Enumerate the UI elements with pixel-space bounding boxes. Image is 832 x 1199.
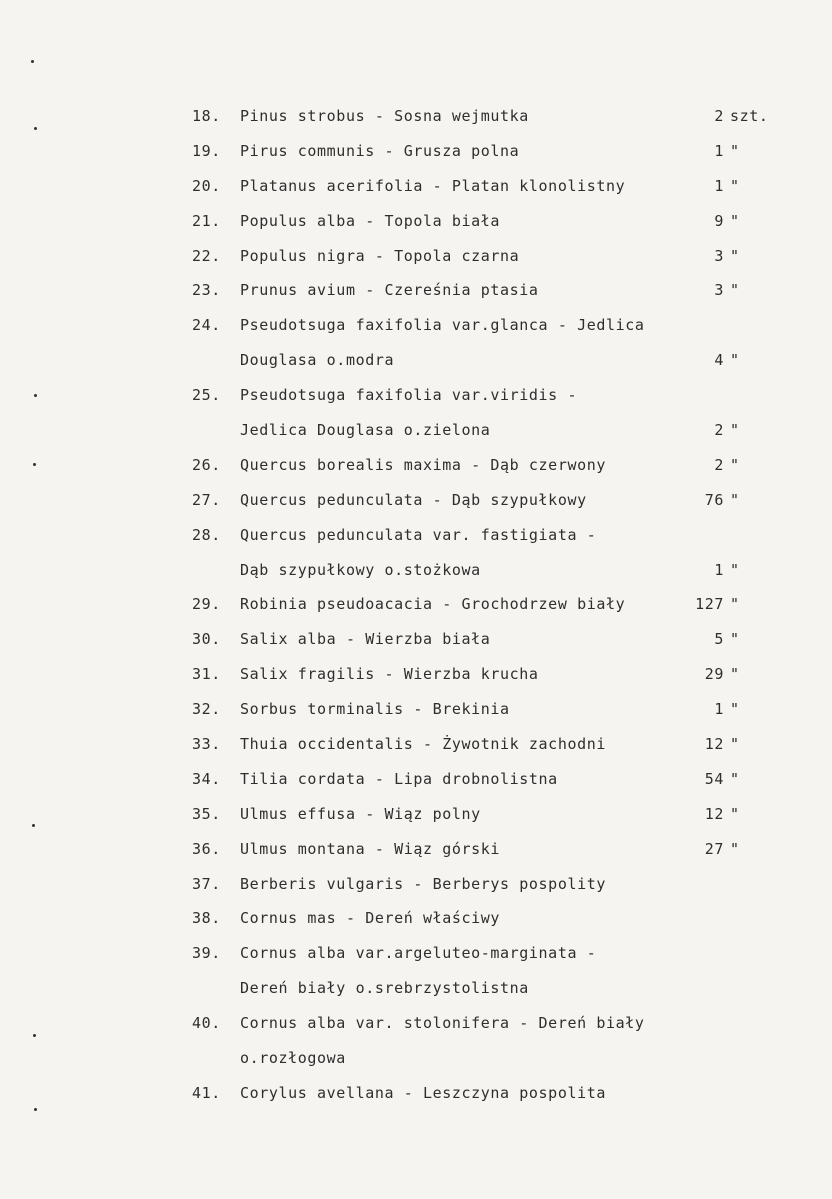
quantity-unit: " [730,281,740,300]
list-item [0,801,832,836]
quantity [660,700,780,718]
quantity [660,491,780,509]
quantity [660,1049,780,1067]
quantity-value: 127 [695,595,724,614]
quantity [660,1084,780,1102]
entry-number: 21. [192,211,221,230]
quantity-unit: " [730,421,740,440]
list-item [0,1080,832,1115]
quantity [660,456,780,474]
quantity-unit: " [730,839,740,858]
species-name: Populus nigra - Topola czarna [240,246,520,265]
entry-number: 39. [192,944,221,963]
list-item [0,731,832,766]
species-name: Pseudotsuga faxifolia var.viridis - [240,386,578,405]
species-name: Jedlica Douglasa o.zielona [240,421,491,440]
species-name: Prunus avium - Czereśnia ptasia [240,281,539,300]
species-name: Douglasa o.modra [240,351,395,370]
quantity-unit: " [730,665,740,684]
quantity [660,386,780,404]
list-item [0,522,832,557]
quantity-value: 3 [714,281,724,300]
species-name: Cornus alba var.argeluteo-marginata - [240,944,597,963]
entry-number: 27. [192,490,221,509]
quantity [660,177,780,195]
quantity [660,875,780,893]
quantity [660,212,780,230]
entry-number: 28. [192,525,221,544]
list-item [0,487,832,522]
list-item [0,208,832,243]
quantity-value: 1 [714,700,724,719]
quantity-value: 4 [714,351,724,370]
quantity [660,979,780,997]
quantity [660,840,780,858]
quantity [660,247,780,265]
list-item [0,138,832,173]
quantity [660,142,780,160]
entry-number: 18. [192,107,221,125]
species-name: Thuia occidentalis - Żywotnik zachodni [240,735,606,754]
quantity-value: 9 [714,211,724,230]
species-name: Cornus mas - Dereń właściwy [240,909,501,928]
species-name: Ulmus montana - Wiąz górski [240,839,501,858]
quantity-unit: szt. [730,107,769,125]
entry-number: 36. [192,839,221,858]
quantity [660,735,780,753]
quantity-value: 12 [704,735,724,754]
list-item [0,766,832,801]
species-name: Sorbus torminalis - Brekinia [240,700,510,719]
quantity-value: 1 [714,176,724,195]
list-item [0,173,832,208]
list-item [0,696,832,731]
list-item [0,312,832,347]
list-item [0,871,832,906]
list-item [0,382,832,417]
quantity-unit: " [730,351,740,370]
list-item [0,277,832,312]
species-name: Platanus acerifolia - Platan klonolistny [240,176,626,195]
species-name: Corylus avellana - Leszczyna pospolita [240,1083,606,1102]
quantity [660,805,780,823]
quantity [660,630,780,648]
species-name: Robinia pseudoacacia - Grochodrzew biały [240,595,626,614]
quantity-unit: " [730,211,740,230]
species-name: Populus alba - Topola biała [240,211,501,230]
list-item [0,557,832,592]
list-item [0,661,832,696]
quantity [660,665,780,683]
entry-number: 26. [192,455,221,474]
list-item [0,243,832,278]
quantity-unit: " [730,455,740,474]
species-name: Ulmus effusa - Wiąz polny [240,804,481,823]
quantity [660,595,780,613]
quantity [660,351,780,369]
species-name: Salix alba - Wierzba biała [240,630,491,649]
quantity [660,281,780,299]
quantity-unit: " [730,246,740,265]
quantity-unit: " [730,700,740,719]
quantity-value: 2 [714,107,724,125]
quantity-value: 29 [704,665,724,684]
quantity [660,944,780,962]
list-item [0,1010,832,1045]
list-item [0,452,832,487]
species-name: Pirus communis - Grusza polna [240,141,520,160]
species-name: Quercus pedunculata var. fastigiata - [240,525,597,544]
species-name: Cornus alba var. stolonifera - Dereń biały [240,1014,645,1033]
list-item [0,905,832,940]
quantity-unit: " [730,490,740,509]
quantity-value: 27 [704,839,724,858]
quantity-value: 1 [714,560,724,579]
quantity [660,526,780,544]
entry-number: 34. [192,769,221,788]
quantity [660,107,780,125]
list-item [0,347,832,382]
species-name: Quercus borealis maxima - Dąb czerwony [240,455,606,474]
species-name: Pinus strobus - Sosna wejmutka [240,107,529,125]
species-name: o.rozłogowa [240,1049,346,1068]
list-item [0,417,832,452]
species-name: Quercus pedunculata - Dąb szypułkowy [240,490,587,509]
quantity-value: 2 [714,421,724,440]
quantity-value: 76 [704,490,724,509]
entry-number: 37. [192,874,221,893]
species-name: Salix fragilis - Wierzba krucha [240,665,539,684]
quantity [660,909,780,927]
quantity-unit: " [730,804,740,823]
quantity-unit: " [730,595,740,614]
species-name: Berberis vulgaris - Berberys pospolity [240,874,606,893]
quantity-value: 54 [704,769,724,788]
species-name: Tilia cordata - Lipa drobnolistna [240,769,558,788]
quantity [660,561,780,579]
entry-number: 40. [192,1014,221,1033]
quantity-unit: " [730,141,740,160]
entry-number: 29. [192,595,221,614]
entry-number: 38. [192,909,221,928]
entry-number: 24. [192,316,221,335]
quantity-unit: " [730,630,740,649]
entry-number: 31. [192,665,221,684]
entry-number: 20. [192,176,221,195]
species-name: Dereń biały o.srebrzystolistna [240,979,529,998]
list-item [0,1045,832,1080]
list-item [0,975,832,1010]
margin-punch-mark [31,60,34,63]
list-item [0,940,832,975]
quantity-value: 12 [704,804,724,823]
entry-number: 22. [192,246,221,265]
list-item [0,591,832,626]
quantity-unit: " [730,176,740,195]
species-name: Pseudotsuga faxifolia var.glanca - Jedlica [240,316,645,335]
species-name: Dąb szypułkowy o.stożkowa [240,560,481,579]
list-item [0,103,832,138]
entry-number: 19. [192,141,221,160]
quantity-value: 1 [714,141,724,160]
entry-number: 23. [192,281,221,300]
entry-number: 35. [192,804,221,823]
list-item [0,836,832,871]
list-item [0,626,832,661]
entry-number: 33. [192,735,221,754]
quantity [660,770,780,788]
entry-number: 25. [192,386,221,405]
quantity-unit: " [730,769,740,788]
quantity [660,316,780,334]
entry-number: 32. [192,700,221,719]
quantity [660,1014,780,1032]
entry-number: 30. [192,630,221,649]
species-list [0,103,832,1115]
quantity-value: 3 [714,246,724,265]
quantity-value: 5 [714,630,724,649]
quantity [660,421,780,439]
entry-number: 41. [192,1083,221,1102]
quantity-unit: " [730,735,740,754]
quantity-value: 2 [714,455,724,474]
quantity-unit: " [730,560,740,579]
